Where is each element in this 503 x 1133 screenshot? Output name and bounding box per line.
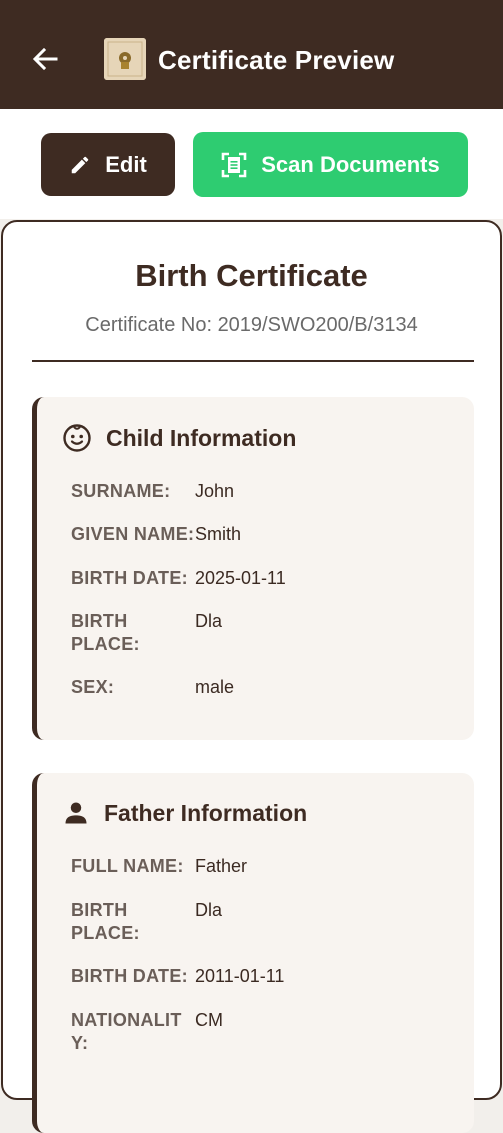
child-information-section [32,397,474,740]
field-label: BIRTH DATE: [71,966,188,986]
father-information-section [32,773,474,1133]
field-birth-date [71,965,451,988]
field-nationality [71,1009,451,1055]
field-surname [71,480,451,503]
field-label: NATIONALITY: [71,1010,182,1053]
field-label: FULL NAME: [71,856,184,876]
action-row [0,109,503,219]
scan-documents-button[interactable] [193,132,468,197]
field-birth-date [71,567,451,590]
back-button[interactable] [30,44,60,74]
certificate-number: Certificate No: 2019/SWO200/B/3134 [85,314,418,336]
field-sex [71,676,451,699]
app-bar [0,0,503,109]
field-value: CM [195,1010,223,1030]
pencil-icon [69,154,91,176]
field-label: SURNAME: [71,481,171,501]
section-title: Child Information [106,424,297,451]
field-value: Father [195,856,248,876]
scan-button-label: Scan Documents [261,151,440,177]
field-value: Dla [195,611,223,631]
child-face-icon [62,423,92,453]
section-header [62,423,296,453]
field-label: BIRTH PLACE: [71,900,140,943]
person-icon [62,799,90,827]
edit-button[interactable] [41,133,175,196]
field-full-name [71,855,451,878]
field-birth-place [71,610,451,656]
arrow-left-icon [32,48,58,70]
page-title: Certificate Preview [158,45,395,75]
field-label: BIRTH DATE: [71,568,188,588]
certificate-logo-icon [104,38,146,80]
section-title: Father Information [104,799,308,826]
field-given-name [71,523,451,546]
field-value: 2011-01-11 [195,966,285,986]
field-value: 2025-01-11 [195,568,286,588]
field-label: SEX: [71,677,115,697]
certificate-title: Birth Certificate [135,258,368,293]
field-label: BIRTH PLACE: [71,611,140,654]
field-value: male [195,677,235,697]
certificate-card [1,220,502,1100]
document-scanner-icon [221,152,247,178]
edit-button-label: Edit [105,151,147,177]
field-value: John [195,481,235,501]
field-value: Dla [195,900,223,920]
field-birth-place [71,899,451,945]
field-label: GIVEN NAME: [71,524,195,544]
section-header [62,799,307,827]
divider [32,360,474,362]
field-value: Smith [195,524,242,544]
